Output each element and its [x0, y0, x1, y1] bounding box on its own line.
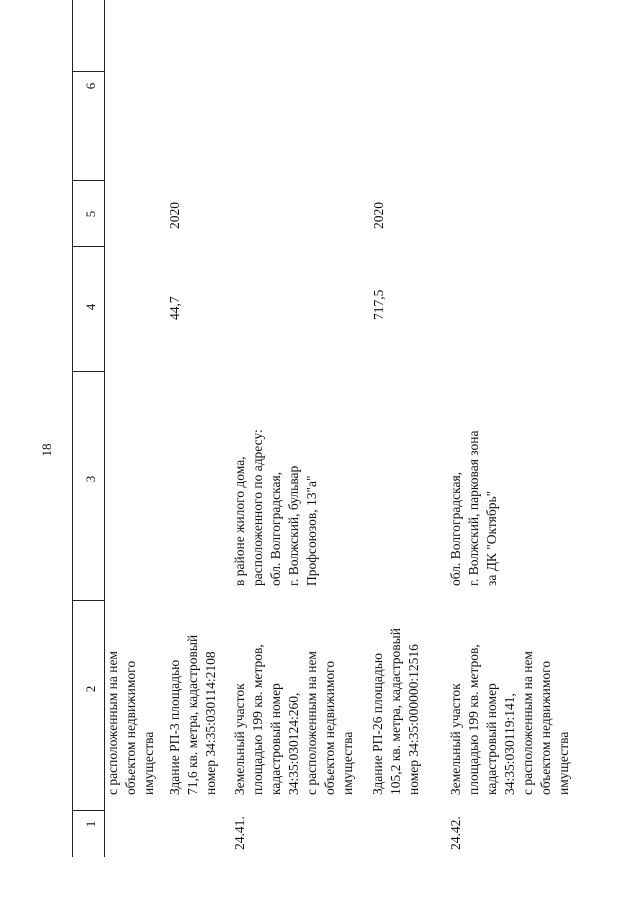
rp26-col5-year: 2020	[371, 202, 386, 229]
column-number-1: 1	[83, 820, 98, 828]
row-24-41-col3: в районе жилого дома, расположенного по адресу: обл. Волгоградская, г. Волжский, бульвар Профсоюзов, 13"а"	[232, 429, 319, 586]
row-24-42-col3: обл. Волгоградская, г. Волжский, парковая зона за ДК "Октябрь"	[448, 430, 499, 586]
rp26-col4-value: 717,5	[371, 289, 386, 320]
row-24-41-col2: Земельный участок площадью 199 кв. метров, кадастровый номер 34:35:030124:260, с расположенным на нем объектом недвижимого имущества	[232, 644, 355, 795]
column-number-4: 4	[83, 303, 98, 311]
table-top-rule	[72, 0, 73, 857]
col-divider-5-6	[72, 180, 104, 181]
row-24-42-col2: Земельный участок площадью 199 кв. метров, кадастровый номер 34:35:030119:141, с расположенным на нем объектом недвижимого имущества	[448, 644, 571, 795]
column-number-2: 2	[83, 685, 98, 693]
continuation-col2: с расположенным на нем объектом недвижимого имущества	[105, 651, 156, 795]
column-number-3: 3	[83, 475, 98, 483]
column-number-5: 5	[83, 210, 98, 218]
column-number-6: 6	[83, 82, 98, 90]
page-number: 18	[39, 443, 54, 457]
rp3-col4-value: 44,7	[167, 296, 182, 320]
row-number-24-41: 24.41.	[232, 816, 247, 850]
col-divider-4-5	[72, 246, 104, 247]
col-divider-3-4	[72, 371, 104, 372]
rp3-col5-year: 2020	[167, 202, 182, 229]
col-divider-2-3	[72, 600, 104, 601]
row-number-24-42: 24.42.	[448, 816, 463, 850]
rp26-description: Здание РП-26 площадью 105,2 кв. метра, кадастровый номер 34:35:000000:12516	[370, 628, 421, 795]
rp3-description: Здание РП-3 площадью 71,6 кв. метра, кадастровый номер 34:35:030114:2108	[167, 634, 218, 795]
